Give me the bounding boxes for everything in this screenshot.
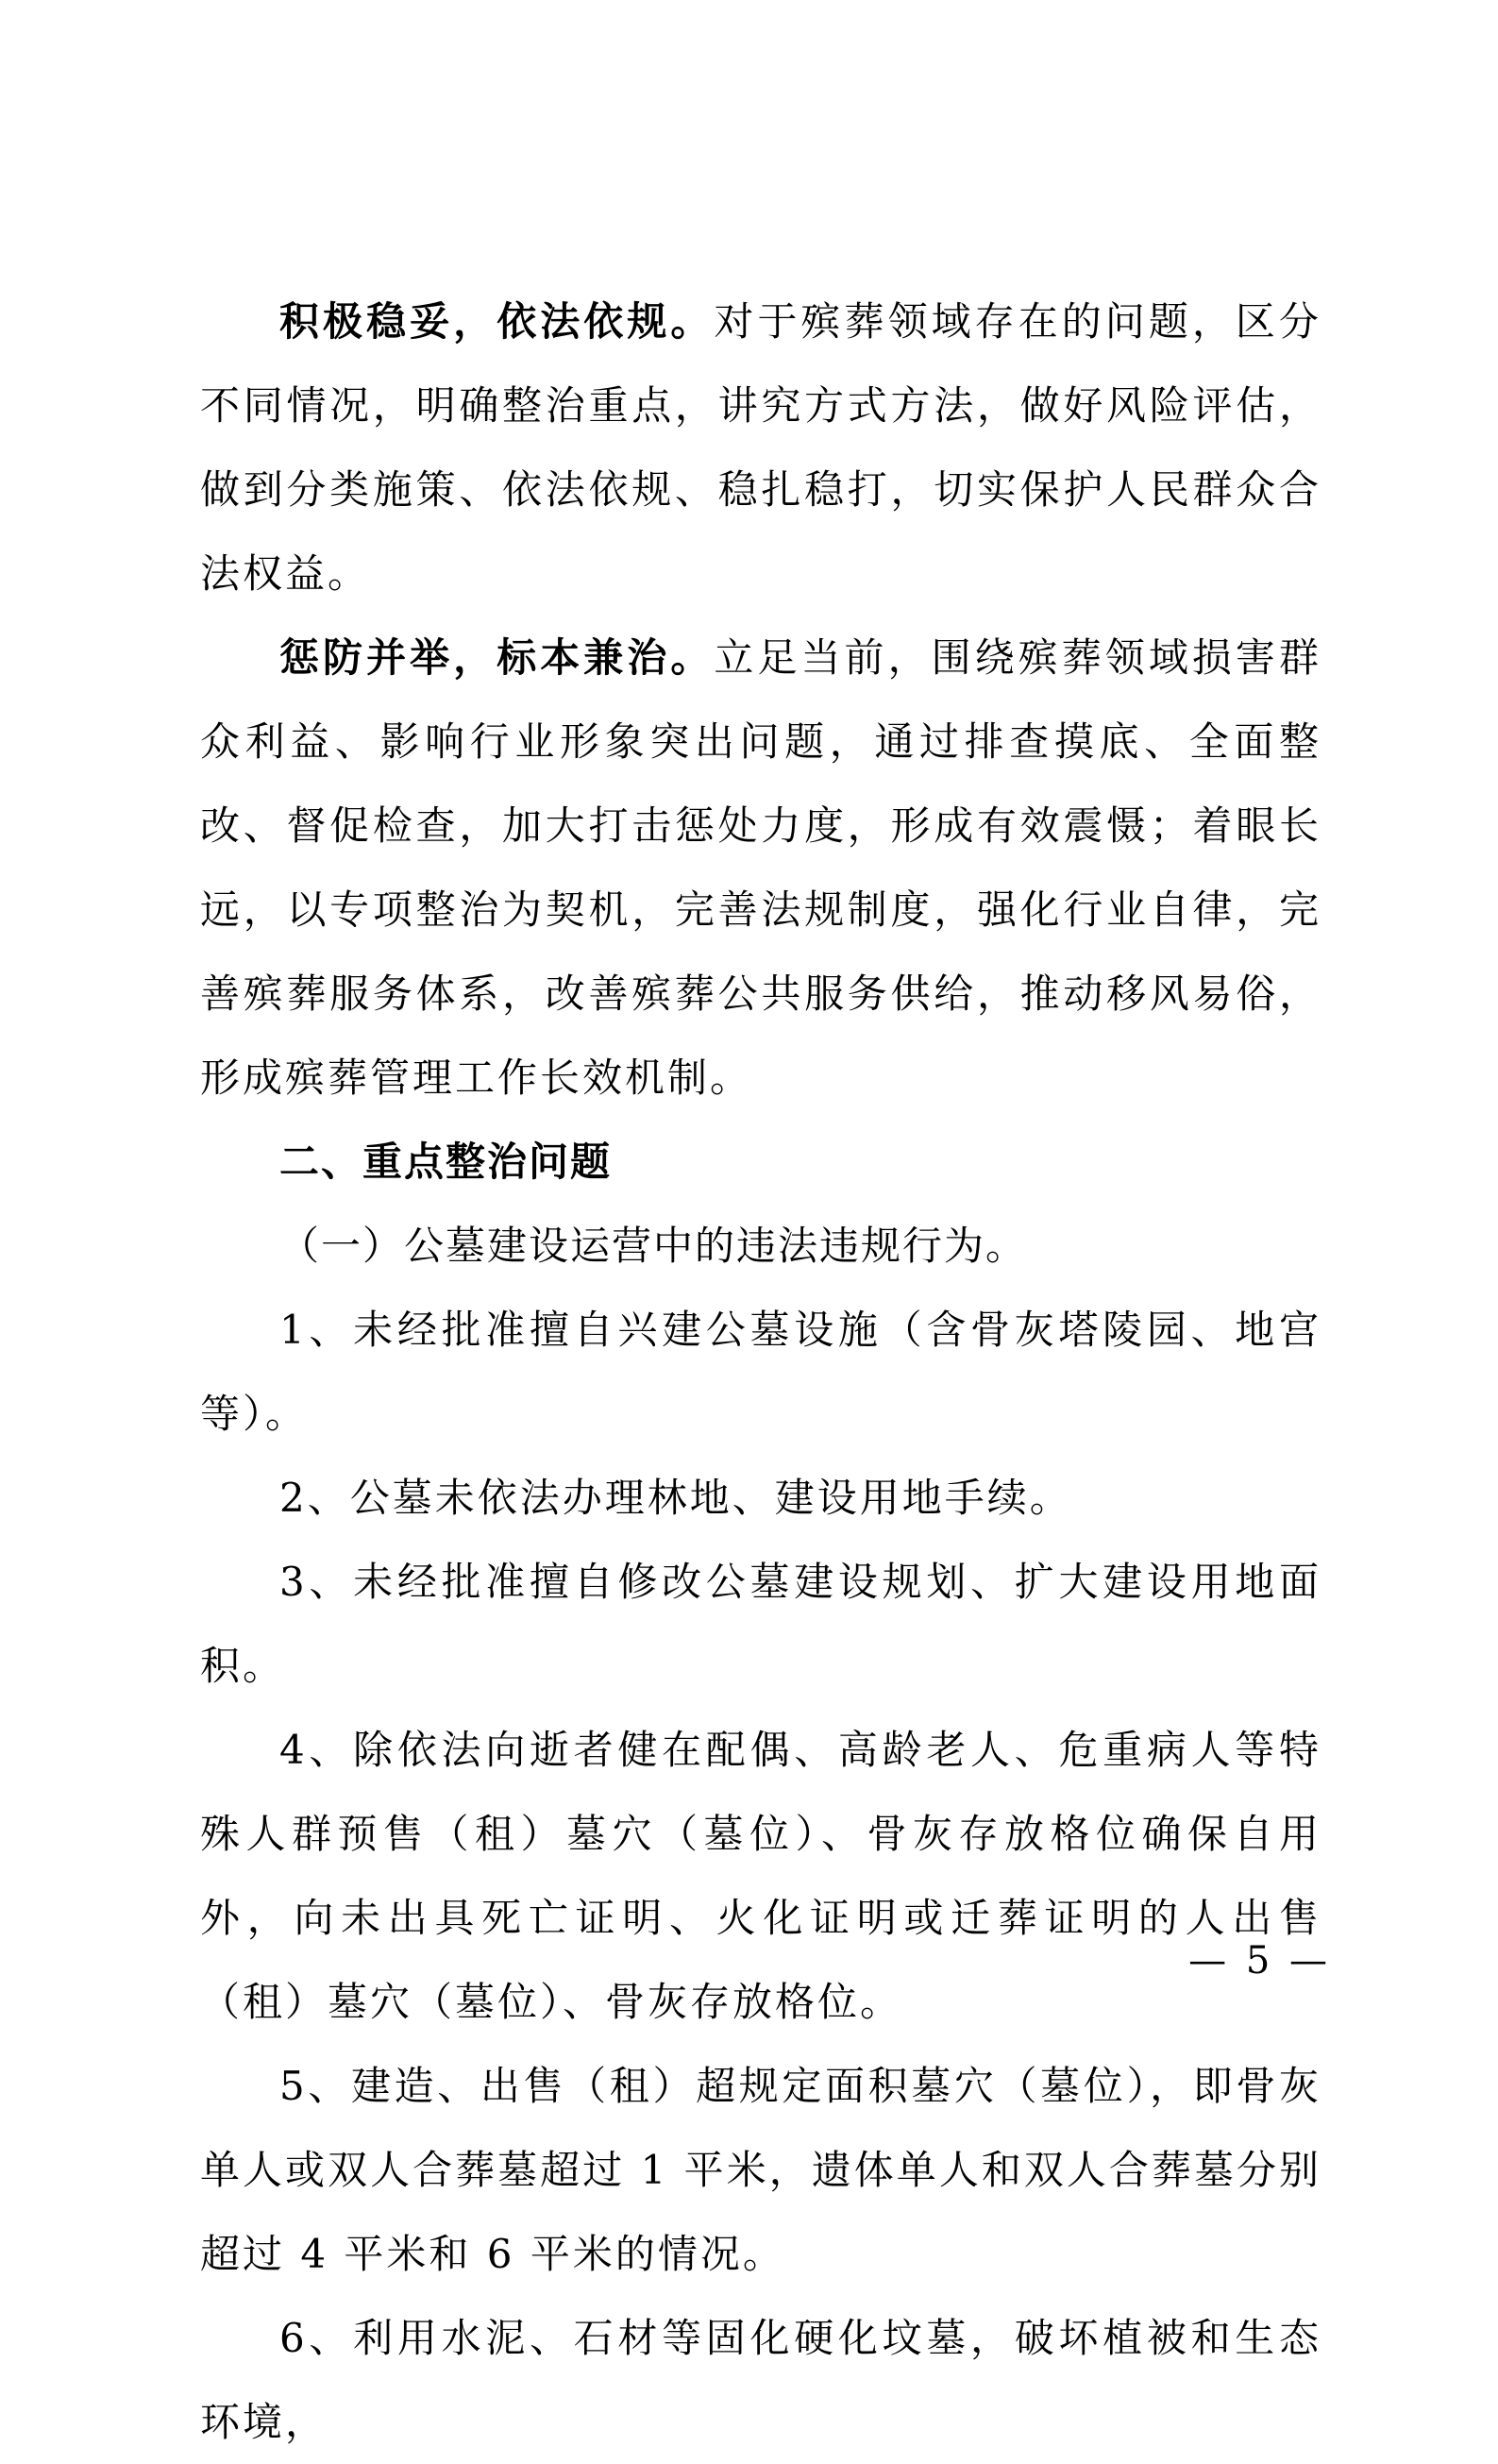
list-item: 1、未经批准擅自兴建公墓设施（含骨灰塔陵园、地宫等）。 (200, 1307, 1321, 1437)
paragraph-text: 对于殡葬领域存在的问题，区分不同情况，明确整治重点，讲究方式方法，做好风险评估，做到分类施策、依法依规、稳扎稳打，切实保护人民群众合法权益。 (200, 298, 1321, 597)
paragraph-lead: 惩防并举，标本兼治。 (279, 634, 715, 681)
subsection-heading: （一）公墓建设运营中的违法违规行为。 (279, 1223, 1028, 1269)
list-item: 6、利用水泥、石材等固化硬化坟墓，破坏植被和生态环境， (200, 2315, 1321, 2445)
paragraph-principle-1 (200, 279, 1321, 616)
section-heading: 二、重点整治问题 (279, 1139, 613, 1185)
body-text (200, 279, 1321, 2464)
list-item: 4、除依法向逝者健在配偶、高龄老人、危重病人等特殊人群预售（租）墓穴（墓位）、骨灰存放格位确保自用外，向未出具死亡证明、火化证明或迁葬证明的人出售（租）墓穴（墓位）、骨灰存放格位。 (200, 1727, 1321, 2025)
paragraph-text: 立足当前，围绕殡葬领域损害群众利益、影响行业形象突出问题，通过排查摸底、全面整改、督促检查，加大打击惩处力度，形成有效震慑；着眼长远，以专项整治为契机，完善法规制度，强化行业自律，完善殡葬服务体系，改善殡葬公共服务供给，推动移风易俗，形成殡葬管理工作长效机制。 (200, 634, 1321, 1101)
list-item: 2、公墓未依法办理林地、建设用地手续。 (279, 1475, 1072, 1521)
page-number: — 5 — (1188, 1939, 1331, 1983)
paragraph-lead: 积极稳妥，依法依规。 (279, 298, 715, 345)
list-item: 5、建造、出售（租）超规定面积墓穴（墓位），即骨灰单人或双人合葬墓超过 1 平米，遗体单人和双人合葬墓分别超过 4 平米和 6 平米的情况。 (200, 2063, 1321, 2277)
paragraph-principle-2 (200, 616, 1321, 1120)
list-item: 3、未经批准擅自修改公墓建设规划、扩大建设用地面积。 (200, 1559, 1321, 1689)
